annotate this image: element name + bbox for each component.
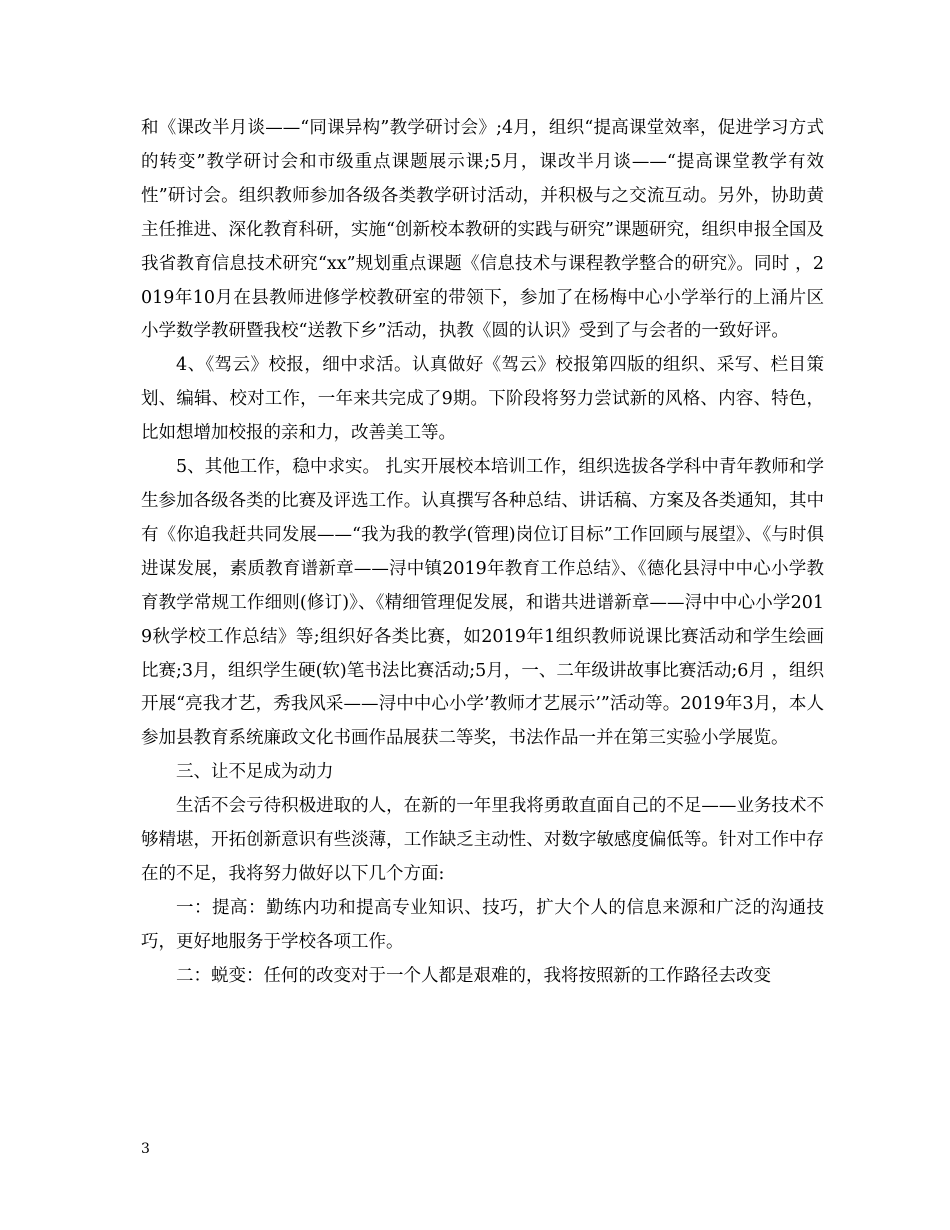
paragraph-5: 一：提高：勤练内功和提高专业知识、技巧，扩大个人的信息来源和广泛的沟通技巧，更好地服务于学校各项工作。 (141, 897, 824, 952)
paragraph-3: 5、其他工作，稳中求实。 扎实开展校本培训工作，组织选拔各学科中青年教师和学生参加各级各类的比赛及评选工作。认真撰写各种总结、讲话稿、方案及各类通知，其中有《你追我赶共同发展——“我为我的教学(管理)岗位订目标”工作回顾与展望》、《与时俱进谋发展，素质教育谱新章——浔中镇2019年教育工作总结》、《德化县浔中中心小学教育教学常规工作细则(修订)》、《精细管理促发展，和谐共进谱新章——浔中中心小学2019秋学校工作总结》等;组织好各类比赛，如2019年1组织教师说课比赛活动和学生绘画比赛;3月，组织学生硬(软)笔书法比赛活动;5月，一、二年级讲故事比赛活动;6月 ，组织开展“亮我才艺，秀我风采——浔中中心小学’教师才艺展示’”活动等。2019年3月，本人参加县教育系统廉政文化书画作品展获二等奖，书法作品一并在第三实验小学展览。 (141, 457, 824, 749)
paragraph-4: 生活不会亏待积极进取的人，在新的一年里我将勇敢直面自己的不足——业务技术不够精堪，开拓创新意识有些淡薄，工作缺乏主动性、对数字敏感度偏低等。针对工作中存在的不足，我将努力做好以下几个方面: (141, 796, 824, 884)
paragraph-6: 二：蜕变：任何的改变对于一个人都是艰难的，我将按照新的工作路径去改变 (176, 965, 771, 986)
paragraph-2: 4、《驾云》校报，细中求活。认真做好《驾云》校报第四版的组织、采写、栏目策划、编辑、校对工作，一年来共完成了9期。下阶段将努力尝试新的风格、内容、特色，比如想增加校报的亲和力，改善美工等。 (141, 355, 824, 444)
page-number: 3 (141, 1141, 150, 1157)
section-heading: 三、让不足成为动力 (176, 762, 334, 783)
paragraph-1: 和《课改半月谈——“同课异构”教学研讨会》;4月，组织“提高课堂效率，促进学习方式的转变”教学研讨会和市级重点课题展示课;5月，课改半月谈——“提高课堂教学有效性”研讨会。组织教师参加各级各类教学研讨活动，并积极与之交流互动。另外，协助黄主任推进、深化教育科研，实施“创新校本教研的实践与研究”课题研究，组织申报全国及我省教育信息技术研究“xx”规划重点课题《信息技术与课程教学整合的研究》。同时 ，2019年10月在县教师进修学校教研室的带领下，参加了在杨梅中心小学举行的上涌片区小学数学教研暨我校“送教下乡”活动，执教《圆的认识》受到了与会者的一致好评。 (141, 118, 824, 342)
document-body (141, 112, 824, 994)
